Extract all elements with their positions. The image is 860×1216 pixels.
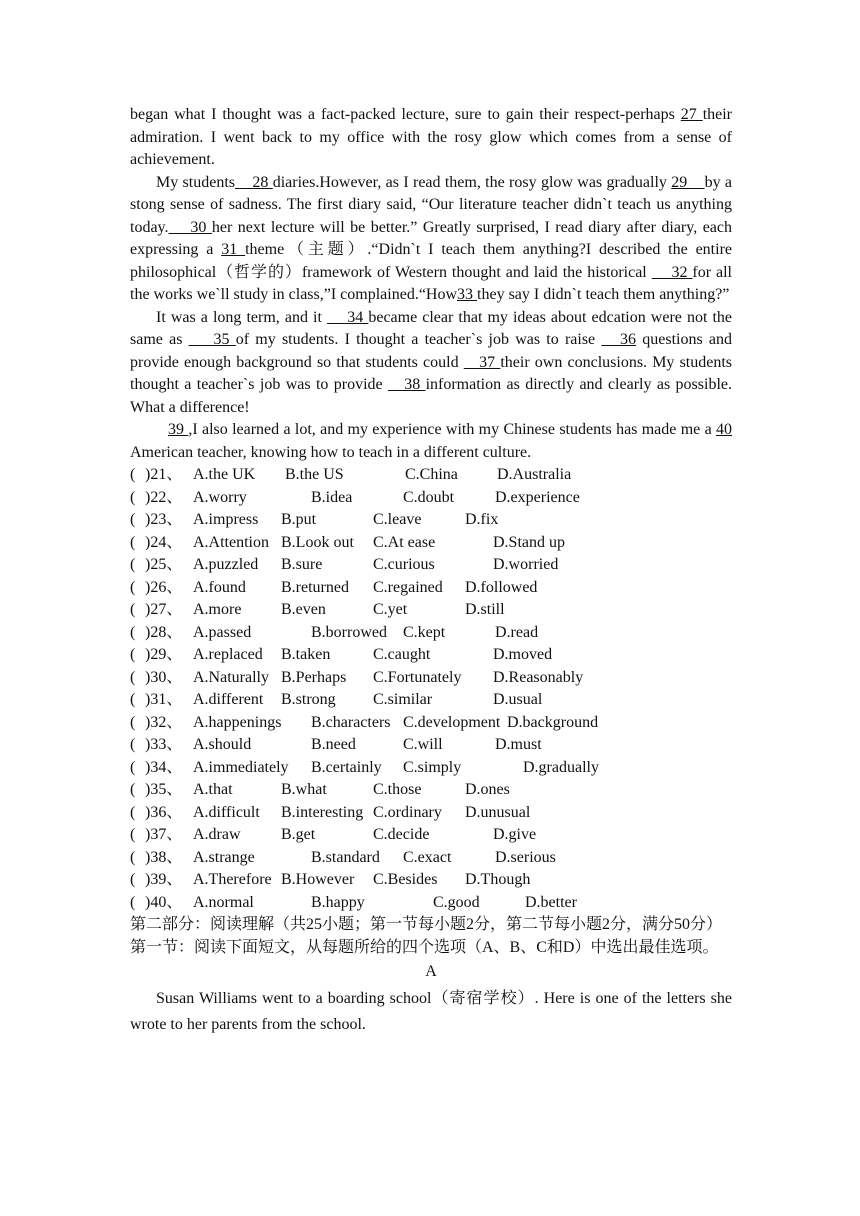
question-number: )23、 (145, 511, 183, 528)
blank-38: 38 (388, 376, 426, 393)
answer-paren: ( (130, 623, 136, 641)
option-d: D.moved (493, 646, 553, 663)
question-number: )36、 (145, 803, 183, 821)
option-c: C.caught (373, 646, 431, 663)
text: It was a long term, and it (156, 308, 327, 326)
text: My students (156, 173, 236, 191)
section-subtitle: 第一节：阅读下面短文，从每题所给的四个选项（A、B、C和D）中选出最佳选项。 (130, 938, 719, 956)
option-d: D.must (495, 736, 542, 753)
passage-paragraph-4 (130, 419, 732, 464)
answer-paren: ( (130, 488, 136, 506)
question-row (130, 847, 732, 870)
question-row (130, 712, 732, 735)
question-number: )38、 (145, 848, 183, 866)
option-a: A.that (193, 781, 233, 798)
option-a: A.found (193, 578, 246, 596)
question-row (130, 622, 732, 645)
option-a: A.Naturally (193, 668, 269, 686)
question-number: )37、 (145, 826, 183, 843)
answer-paren: ( (130, 556, 136, 573)
option-b: B.Look out (281, 533, 354, 551)
blank-29: 29 (671, 173, 705, 191)
option-b: B.strong (281, 691, 336, 708)
answer-paren: ( (130, 893, 136, 911)
option-a: A.puzzled (193, 556, 259, 573)
option-a: A.normal (193, 893, 254, 911)
option-d: D.gradually (523, 758, 599, 776)
text: information as directly and clearly as possible. What a difference! (130, 376, 732, 416)
question-row (130, 644, 732, 667)
question-row (130, 802, 732, 825)
answer-paren: ( (130, 691, 136, 708)
option-d: D.give (493, 826, 537, 843)
option-c: C.good (433, 893, 480, 911)
question-number: )39、 (145, 871, 183, 888)
option-d: D.background (507, 713, 599, 731)
option-c: C.exact (403, 848, 452, 866)
option-c: C.curious (373, 556, 435, 573)
text: American teacher, knowing how to teach in a different culture. (130, 443, 532, 461)
option-a: A.the UK (193, 466, 256, 483)
answer-paren: ( (130, 668, 136, 686)
option-d: D.worried (493, 556, 559, 573)
text: her next lecture will be better.” Greatly surprised, I read diary after diary, each expressing a (130, 218, 732, 258)
option-b: B.taken (281, 646, 331, 663)
option-c: C.Besides (373, 871, 438, 888)
option-d: D.ones (465, 781, 510, 798)
option-c: C.doubt (403, 488, 455, 506)
option-d: D.usual (493, 691, 543, 708)
option-b: B.sure (281, 556, 323, 573)
option-c: C.Fortunately (373, 668, 462, 686)
question-row (130, 464, 732, 487)
answer-paren: ( (130, 646, 136, 663)
option-b: B.However (281, 871, 355, 888)
option-b: B.get (281, 826, 316, 843)
option-b: B.even (281, 601, 326, 618)
option-b: B.borrowed (311, 623, 387, 641)
reading-intro: Susan Williams went to a boarding school（寄宿学校）. Here is one of the letters she wrote to her parents from the school. (130, 989, 732, 1033)
option-a: A.should (193, 736, 252, 753)
question-row (130, 892, 732, 915)
option-c: C.will (403, 736, 443, 753)
question-number: )31、 (145, 691, 183, 708)
text: by a stong sense of sadness. The first diary said, “Our literature teacher didn`t teach us anything today. (130, 173, 733, 236)
question-number: )32、 (145, 713, 183, 731)
answer-paren: ( (130, 578, 136, 596)
question-row (130, 554, 732, 577)
blank-36: 36 (601, 331, 637, 348)
text: theme（主题）.“Didn`t I teach them anything?I described the entire philosophical（哲学的）framework of Western thought and laid the historical (130, 241, 733, 281)
option-c: C.development (403, 713, 501, 731)
option-b: B.put (281, 511, 317, 528)
question-number: )21、 (145, 466, 183, 483)
answer-paren: ( (130, 781, 136, 798)
answer-paren: ( (130, 826, 136, 843)
blank-39: 39 (168, 421, 189, 438)
option-a: A.Attention (193, 533, 269, 551)
question-number: )29、 (145, 646, 183, 663)
text: for all the works we`ll study in class,”I complained.“How (130, 263, 732, 303)
option-b: B.what (281, 781, 327, 798)
answer-paren: ( (130, 466, 136, 483)
option-b: B.characters (311, 713, 391, 731)
blank-30: 30 (168, 218, 212, 236)
option-a: A.passed (193, 623, 252, 641)
question-number: )34、 (145, 758, 183, 776)
answer-paren: ( (130, 848, 136, 866)
question-row (130, 734, 732, 757)
question-number: )25、 (145, 556, 183, 573)
text: ,I also learned a lot, and my experience with my Chinese students has made me a (188, 421, 716, 438)
option-a: A.happenings (193, 713, 282, 731)
passage-label: A (425, 963, 437, 980)
option-c: C.leave (373, 511, 422, 528)
option-a: A.worry (193, 488, 247, 506)
answer-paren: ( (130, 736, 136, 753)
option-d: D.Stand up (493, 533, 565, 551)
option-c: C.At ease (373, 533, 436, 551)
blank-40: 40 (716, 421, 732, 438)
blank-33: 33 (457, 286, 478, 303)
text: began what I thought was a fact-packed lecture, sure to gain their respect-perhaps (130, 106, 681, 123)
passage-paragraph-1 (130, 104, 732, 172)
question-row (130, 509, 732, 532)
option-c: C.kept (403, 623, 446, 641)
option-b: B.returned (281, 578, 349, 596)
blank-37: 37 (463, 353, 501, 371)
text: of my students. I thought a teacher`s job was to raise (235, 331, 602, 348)
option-d: D.Though (465, 871, 531, 888)
answer-paren: ( (130, 511, 136, 528)
blank-28: 28 (235, 173, 273, 191)
option-d: D.Reasonably (493, 668, 584, 686)
option-d: D.fix (465, 511, 499, 528)
option-a: A.more (193, 601, 242, 618)
option-b: B.certainly (311, 758, 382, 776)
question-number: )35、 (145, 781, 183, 798)
answer-paren: ( (130, 533, 136, 551)
passage-paragraph-3 (130, 307, 732, 420)
option-c: C.ordinary (373, 803, 442, 821)
question-number: )22、 (145, 488, 183, 506)
question-list (130, 464, 732, 914)
question-number: )24、 (145, 533, 183, 551)
option-b: B.idea (311, 488, 353, 506)
answer-paren: ( (130, 871, 136, 888)
option-b: B.happy (311, 893, 365, 911)
blank-32: 32 (651, 263, 693, 281)
option-d: D.better (525, 893, 577, 911)
option-a: A.Therefore (193, 871, 272, 888)
option-c: C.yet (373, 601, 408, 618)
option-b: B.standard (311, 848, 380, 866)
option-d: D.still (465, 601, 505, 618)
option-c: C.simply (403, 758, 462, 776)
question-number: )27、 (145, 601, 183, 618)
question-number: )26、 (145, 578, 183, 596)
question-row (130, 869, 732, 892)
option-a: A.impress (193, 511, 259, 528)
answer-paren: ( (130, 601, 136, 618)
question-row (130, 487, 732, 510)
question-row (130, 667, 732, 690)
passage-paragraph-2 (130, 172, 732, 307)
section-title: 第二部分：阅读理解（共25小题；第一节每小题2分，第二节每小题2分，满分50分） (130, 916, 723, 933)
question-number: )33、 (145, 736, 183, 753)
option-b: B.interesting (281, 803, 364, 821)
question-row (130, 599, 732, 622)
option-a: A.immediately (193, 758, 289, 776)
text: diaries.However, as I read them, the rosy glow was gradually (272, 173, 672, 191)
option-c: C.similar (373, 691, 433, 708)
blank-27: 27 (680, 106, 703, 123)
option-c: C.those (373, 781, 422, 798)
answer-paren: ( (130, 713, 136, 731)
answer-paren: ( (130, 803, 136, 821)
option-d: D.unusual (465, 803, 531, 821)
question-number: )30、 (145, 668, 183, 686)
option-d: D.Australia (497, 466, 572, 483)
option-d: D.experience (495, 488, 580, 506)
answer-paren: ( (130, 758, 136, 776)
option-a: A.draw (193, 826, 241, 843)
question-row (130, 824, 732, 847)
option-c: C.China (405, 466, 458, 483)
question-row (130, 757, 732, 780)
option-c: C.decide (373, 826, 430, 843)
text: their admiration. I went back to my office with the rosy glow which comes from a sense of achievement. (130, 106, 733, 168)
question-number: )40、 (145, 893, 183, 911)
option-a: A.difficult (193, 803, 260, 821)
text: their own conclusions. My students thought a teacher`s job was to provide (130, 353, 733, 393)
text: they say I didn`t teach them anything?” (477, 286, 730, 303)
blank-34: 34 (327, 308, 369, 326)
option-a: A.strange (193, 848, 255, 866)
option-d: D.followed (465, 578, 538, 596)
question-row (130, 779, 732, 802)
blank-35: 35 (188, 331, 236, 348)
option-b: B.Perhaps (281, 668, 347, 686)
question-row (130, 689, 732, 712)
option-c: C.regained (373, 578, 443, 596)
option-d: D.serious (495, 848, 556, 866)
blank-31: 31 (221, 241, 246, 258)
text: questions and provide enough background so that students could (130, 331, 733, 371)
text: became clear that my ideas about edcation were not the same as (130, 308, 733, 348)
option-b: B.the US (285, 466, 344, 483)
question-row (130, 577, 732, 600)
document-page (130, 104, 732, 1038)
option-d: D.read (495, 623, 539, 641)
question-row (130, 532, 732, 555)
option-a: A.different (193, 691, 264, 708)
option-a: A.replaced (193, 646, 263, 663)
option-b: B.need (311, 736, 356, 753)
question-number: )28、 (145, 623, 183, 641)
